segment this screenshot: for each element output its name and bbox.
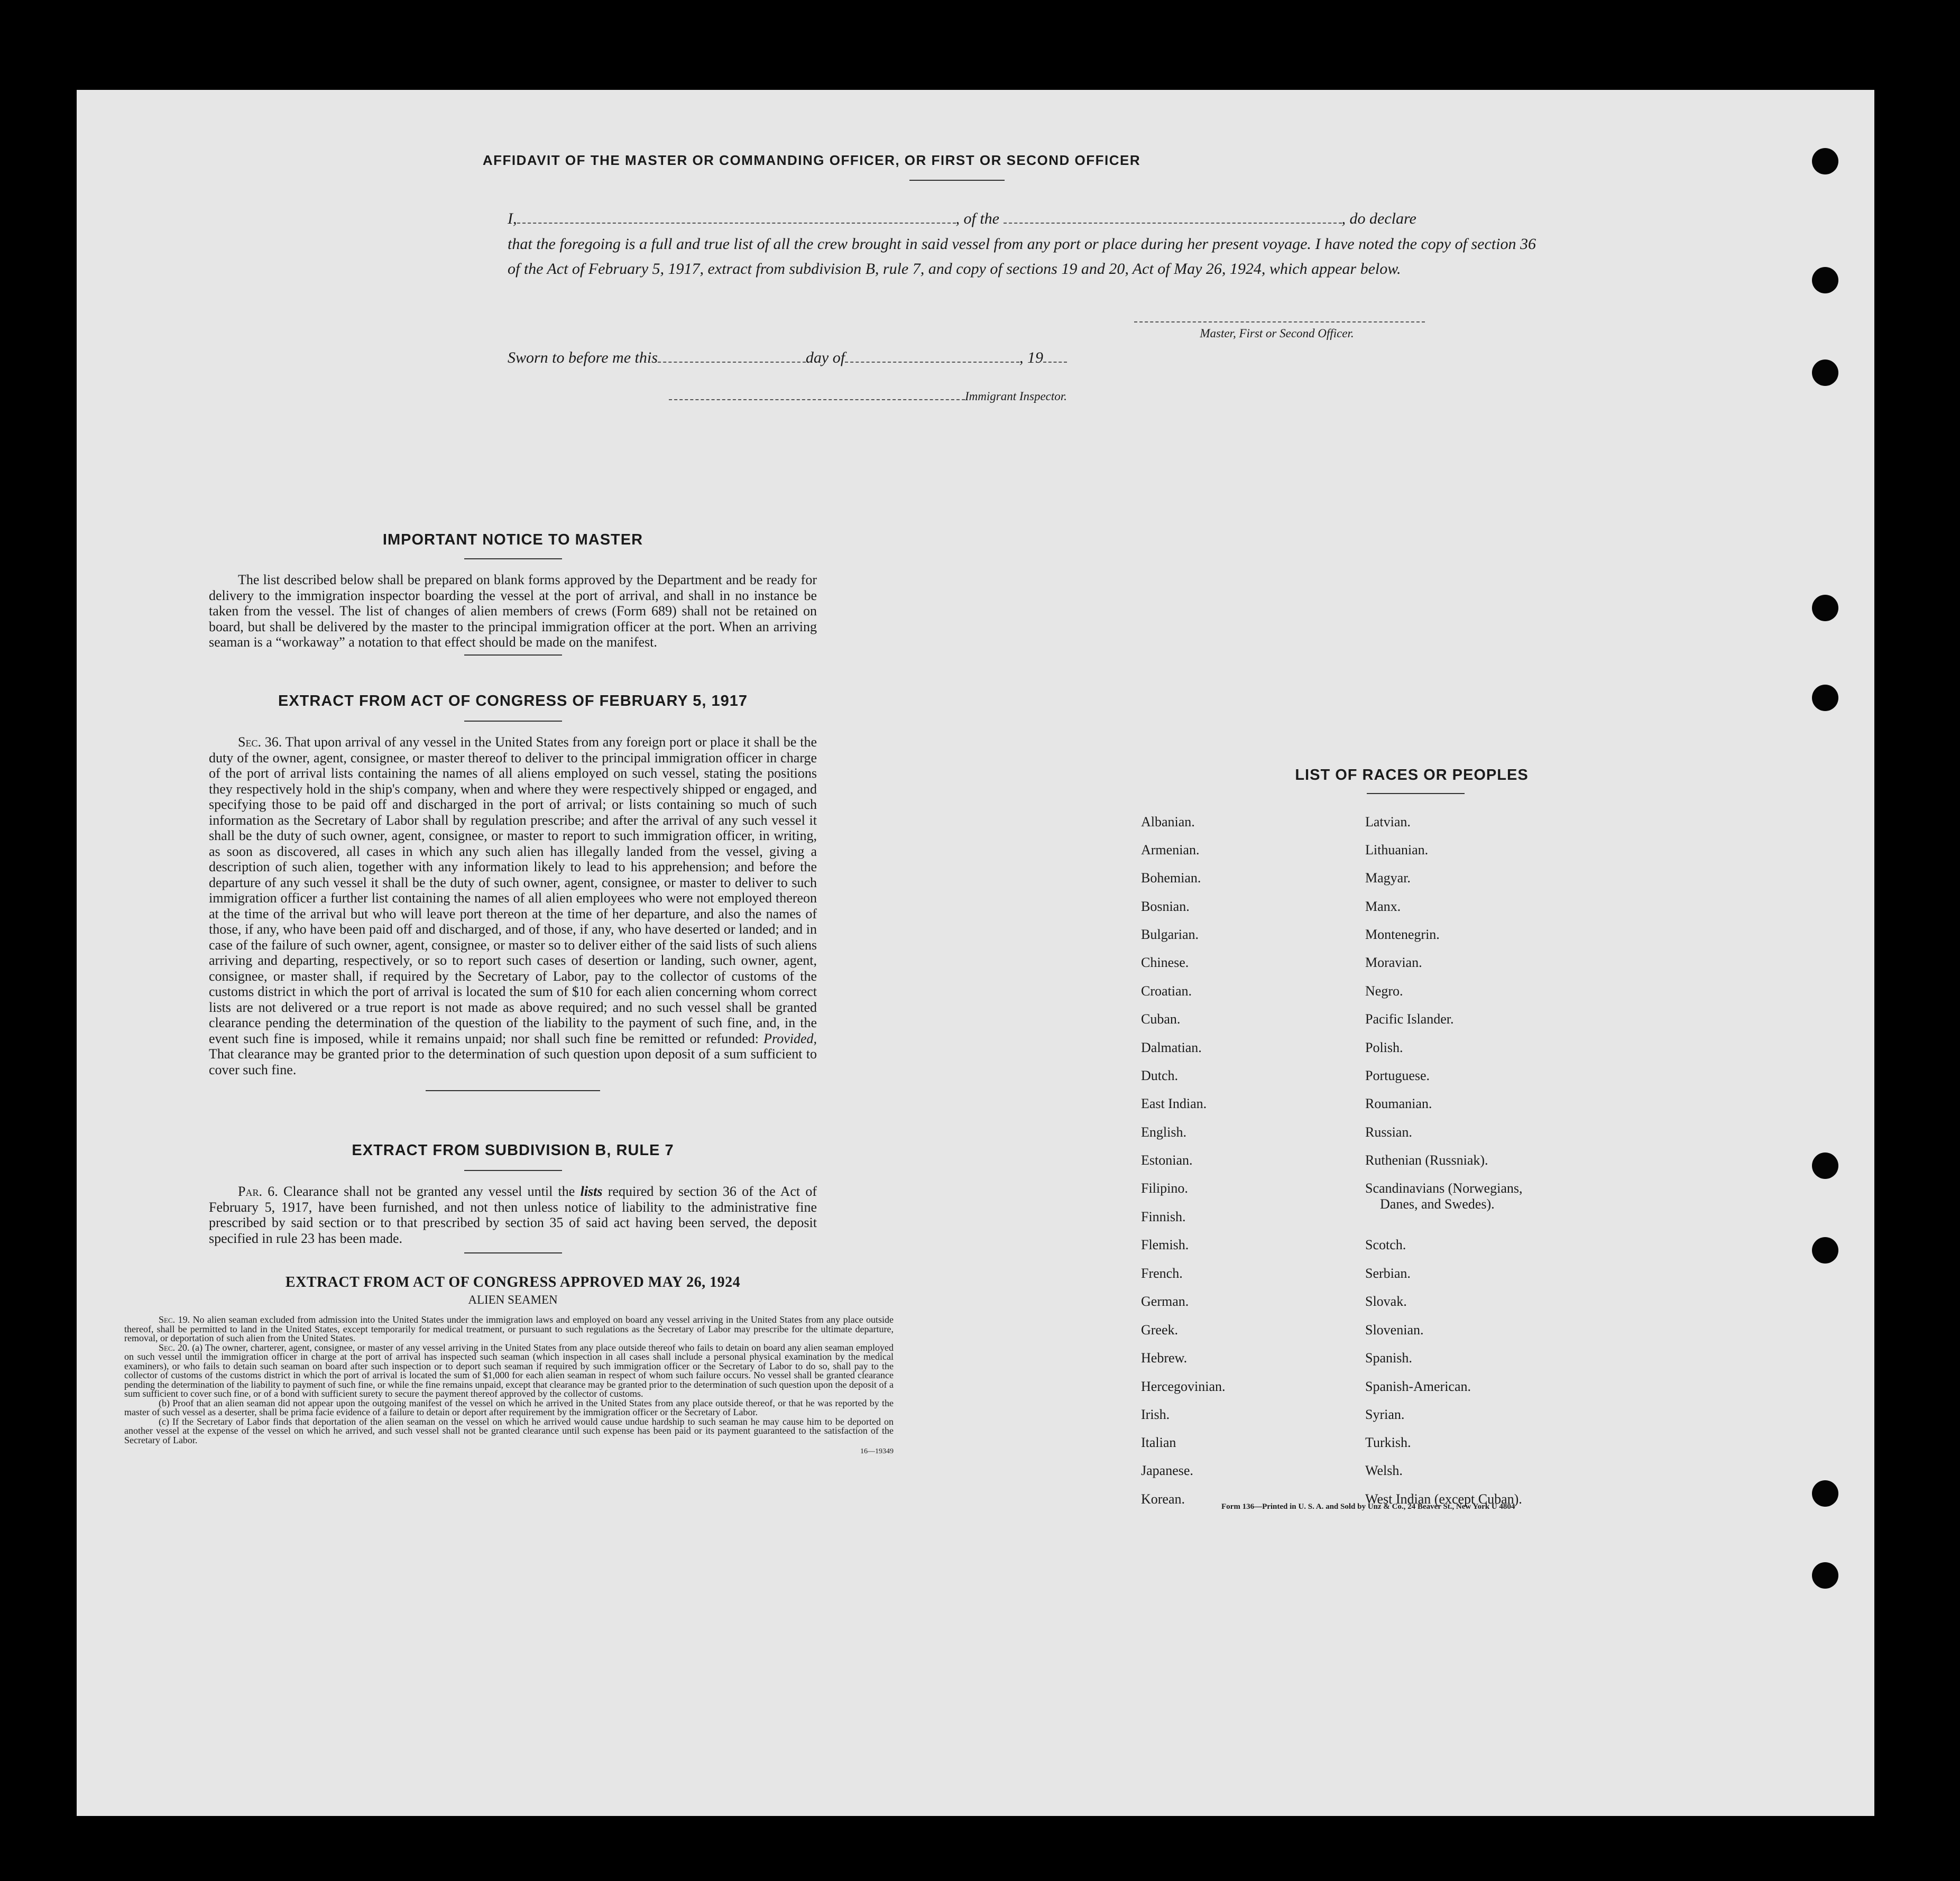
signature-label: Master, First or Second Officer.: [1200, 327, 1354, 340]
divider: [464, 1170, 562, 1171]
race-left-item: Hercegovinian.: [1141, 1379, 1226, 1394]
section-label: Sec. 36.: [238, 734, 282, 750]
section-36-end: That clearance may be granted prior to the determination of such question upon deposit of a sum sufficient to cover such fine.: [209, 1046, 817, 1077]
race-left-item: English.: [1141, 1124, 1186, 1140]
race-left-item: Dalmatian.: [1141, 1040, 1202, 1055]
race-left-item: Bulgarian.: [1141, 927, 1199, 942]
race-left-item: Irish.: [1141, 1407, 1170, 1422]
name-blank: [517, 211, 956, 224]
race-left-item: Filipino.: [1141, 1181, 1188, 1196]
document-page: [77, 90, 1874, 1816]
inspector-line: [669, 388, 1067, 403]
alien-seamen-subtitle: ALIEN SEAMEN: [468, 1293, 558, 1306]
inspector-label: Immigrant Inspector.: [965, 390, 1067, 403]
section-20a-text: [124, 1343, 894, 1399]
race-left-item: Bosnian.: [1141, 899, 1190, 914]
affidavit-title: AFFIDAVIT OF THE MASTER OR COMMANDING OFFICER, OR FIRST OR SECOND OFFICER: [482, 152, 1141, 168]
divider: [464, 558, 562, 559]
race-right-item: Negro.: [1365, 983, 1403, 999]
race-right-item: Portuguese.: [1365, 1068, 1430, 1083]
race-right-item: Manx.: [1365, 899, 1401, 914]
notice-text: The list described below shall be prepared on blank forms approved by the Department and be ready for delivery to the immigration inspector boarding the vessel at the port of arrival, and shall in no instance be taken from the vessel. The list of changes of alien members of crews (Form 689) shall not be retained on board, but shall be delivered by the master to the principal immigration officer at the port. When an arriving seaman is a “workaway” a notation to that effect should be made on the manifest.: [209, 572, 817, 650]
race-left-item: Armenian.: [1141, 842, 1200, 857]
lists-word: lists: [580, 1184, 603, 1199]
section-20a-body: (a) The owner, charterer, agent, consignee, or master of any vessel arriving in the United States from any place outside thereof who fails to detain on board any alien seaman employed on such vessel until the immigration officer in charge at the port of arrival has inspected such seaman (which inspection in all cases shall include a personal physical examination by the medical examiners), or who fails to detain such seaman on board after such inspection or to deport such seaman if required by such immigration officer or the Secretary of Labor to do so, shall pay to the collector of customs of the customs district in which the port of arrival is located the sum of $1,000 for each alien seaman in respect of whom such failure occurs. No vessel shall be granted clearance pending the determination of the liability to payment of such fine, or while the fine remains unpaid, except that clearance may be granted prior to the determination of such question upon the deposit of a sum sufficient to cover such fine, or of a bond with sufficient surety to secure the payment thereof approved by the collector of customs.: [124, 1342, 894, 1399]
race-left-item: Hebrew.: [1141, 1350, 1188, 1366]
race-right-item: Turkish.: [1365, 1435, 1411, 1450]
race-left-item: Finnish.: [1141, 1209, 1186, 1224]
section-20c-text: (c) If the Secretary of Labor finds that deportation of the alien seaman on the vessel on which he arrived would cause undue hardship to such seaman he may cause him to be deported on another vessel at the expense of the vessel on which he arrived, and such vessel shall not be granted clearance until such expense has been paid or its payment guaranteed to the satisfaction of the Secretary of Labor.: [124, 1416, 894, 1445]
extract-rule7-section: [209, 1142, 817, 1253]
inspector-blank: [669, 388, 965, 400]
binder-hole: [1812, 685, 1838, 711]
extract-1917-section: [209, 693, 817, 1091]
form-footer: Form 136—Printed in U. S. A. and Sold by Unz & Co., 24 Beaver St., New York U 4804: [1221, 1502, 1515, 1511]
race-right-item: Moravian.: [1365, 955, 1422, 970]
divider: [1367, 793, 1465, 794]
divider: [426, 1090, 600, 1091]
section-19-body: No alien seaman excluded from admission into the United States under the immigration laws and employed on board any vessel arriving in the United States from any place outside thereof, shall be permitted to land in the United States, except temporarily for medical treatment, or pursuant to such regulations as the Secretary of Labor may prescribe for the ultimate departure, removal, or deportation of such alien from the United States.: [124, 1314, 894, 1343]
binder-hole: [1812, 1480, 1838, 1507]
race-left-item: Dutch.: [1141, 1068, 1179, 1083]
binder-hole: [1812, 595, 1838, 621]
sworn-prefix: Sworn to before me this: [508, 349, 658, 366]
extract-1924-title: EXTRACT FROM ACT OF CONGRESS APPROVED MAY 26, 1924: [285, 1274, 741, 1290]
race-right-item: Latvian.: [1365, 814, 1411, 829]
section-19-text: [124, 1315, 894, 1343]
vessel-blank: [1004, 211, 1342, 224]
paragraph-6-start: Clearance shall not be granted any vessel until the: [283, 1184, 575, 1199]
race-right-item: Magyar.: [1365, 870, 1411, 886]
races-title: LIST OF RACES OR PEOPLES: [1295, 767, 1529, 783]
race-right-item: Russian.: [1365, 1124, 1412, 1140]
section-20b-text: (b) Proof that an alien seaman did not appear upon the outgoing manifest of the vessel on which he arrived in the United States from any place outside thereof, or that he was reported by the master of such vessel as a deserter, shall be prima facie evidence of a failure to detain or deport after requirement by the immigration officer or the Secretary of Labor.: [124, 1397, 894, 1417]
print-code: 16—19349: [860, 1447, 894, 1455]
race-right-item: Lithuanian.: [1365, 842, 1429, 857]
race-right-item: Spanish.: [1365, 1350, 1412, 1366]
signature-line: [1134, 321, 1425, 322]
race-right-item: Slovak.: [1365, 1294, 1407, 1309]
paragraph-label: Par. 6.: [238, 1184, 278, 1199]
race-left-item: German.: [1141, 1294, 1189, 1309]
race-left-item: Albanian.: [1141, 814, 1195, 829]
sworn-year: , 19: [1019, 349, 1044, 366]
race-right-item: Ruthenian (Russniak).: [1365, 1152, 1488, 1168]
sworn-line: [508, 349, 1067, 367]
binder-hole: [1812, 148, 1838, 174]
year-blank: [1043, 350, 1067, 363]
declaration-of-the: , of the: [955, 210, 999, 227]
divider: [464, 721, 562, 722]
provided-word: Provided,: [763, 1030, 817, 1046]
race-right-item: Slovenian.: [1365, 1322, 1424, 1338]
declaration-body: that the foregoing is a full and true list of all the crew brought in said vessel from any port or place during her present voyage. I have noted the copy of section 36 of the Act of February 5, 1917, extract from subdivision B, rule 7, and copy of sections 19 and 20, Act of May 26, 1924, which appear below.: [508, 235, 1536, 278]
extract-1924-section: [209, 1274, 817, 1307]
binder-hole: [1812, 267, 1838, 293]
race-right-item: West Indian (except Cuban).: [1365, 1491, 1522, 1507]
divider: [464, 1252, 562, 1253]
race-right-item: Spanish-American.: [1365, 1379, 1471, 1394]
race-right-item: Roumanian.: [1365, 1096, 1432, 1111]
extract-1917-title: EXTRACT FROM ACT OF CONGRESS OF FEBRUARY 5, 1917: [278, 693, 748, 709]
race-left-item: Greek.: [1141, 1322, 1179, 1338]
race-left-item: Italian: [1141, 1435, 1176, 1450]
race-right-item: Serbian.: [1365, 1266, 1411, 1281]
declaration-do-declare: , do declare: [1341, 210, 1416, 227]
divider: [909, 180, 1005, 181]
binder-hole: [1812, 359, 1838, 386]
race-left-item: Cuban.: [1141, 1011, 1181, 1027]
race-left-item: Chinese.: [1141, 955, 1189, 970]
race-right-item: Scotch.: [1365, 1237, 1406, 1252]
race-right-item: Syrian.: [1365, 1407, 1405, 1422]
section-label: Sec. 20.: [159, 1342, 190, 1353]
race-right-item: Montenegrin.: [1365, 927, 1440, 942]
declaration-line: [508, 206, 1536, 231]
extract-rule7-title: EXTRACT FROM SUBDIVISION B, RULE 7: [352, 1142, 674, 1159]
race-left-item: East Indian.: [1141, 1096, 1207, 1111]
sworn-day-of: day of: [805, 349, 845, 366]
race-right-item: Polish.: [1365, 1040, 1403, 1055]
section-36-body: That upon arrival of any vessel in the United States from any foreign port or place it shall be the duty of the owner, agent, consignee, or master thereof to deliver to the principal immigration officer in charge of the port of arrival lists containing the names of all aliens employed on such vessel, stating the positions they respectively hold in the ship's company, when and where they were respectively shipped or engaged, and specifying those to be paid off and discharged in the port of arrival; or lists containing so much of such information as the Secretary of Labor shall by regulation prescribe; and after the arrival of any such vessel it shall be the duty of such owner, agent, consignee, or master to report to such immigration officer, in writing, as soon as discovered, all cases in which any such alien has illegally landed from the vessel, giving a description of such alien, together with any information likely to lead to his apprehension; and before the departure of any such vessel it shall be the duty of such owner, agent, consignee, or master to deliver to such immigration officer a further list containing the names of all alien employees who were not employed thereon at the time of the arrival but who will leave port thereon at the time of her departure, and also the names of those, if any, who have been paid off and discharged, and of those, if any, who have deserted or landed; and in case of the failure of such owner, agent, consignee, or master so to deliver either of the said lists of such aliens arriving and departing, respectively, or so to report such cases of desertion or landing, such owner, agent, consignee, or master shall, if required by the Secretary of Labor, pay to the collector of customs of the customs district in which the port of arrival is located the sum of $10 for each alien concerning whom correct lists are not delivered or a true report is not made as above required; and no such vessel shall be granted clearance pending the determination of the question of the liability to the payment of such fine, and, in the event such fine is imposed, while it remains unpaid; nor shall such fine be remitted or refunded:: [209, 734, 817, 1046]
paragraph-6-text: [209, 1184, 817, 1246]
section-36-text: [209, 734, 817, 1077]
binder-hole: [1812, 1237, 1838, 1264]
month-blank: [845, 350, 1019, 363]
binder-hole: [1812, 1152, 1838, 1179]
day-blank: [658, 350, 806, 363]
race-left-item: Croatian.: [1141, 983, 1192, 999]
section-label: Sec. 19.: [159, 1314, 190, 1325]
binder-hole: [1812, 1562, 1838, 1589]
race-left-item: Bohemian.: [1141, 870, 1201, 886]
race-left-item: Estonian.: [1141, 1152, 1193, 1168]
race-left-item: French.: [1141, 1266, 1183, 1281]
declaration-i: I,: [508, 210, 517, 227]
race-right-item: Welsh.: [1365, 1463, 1403, 1478]
divider: [464, 654, 562, 656]
paragraph-6-end: required by section 36 of the Act of February 5, 1917, have been furnished, and not then unless notice of liability to the administrative fine prescribed by said section or to that prescribed by section 35 of said act having been served, the deposit specified in rule 23 has been made.: [209, 1184, 817, 1246]
race-left-item: Flemish.: [1141, 1237, 1189, 1252]
race-right-item: Scandinavians (Norwegians,: [1365, 1181, 1523, 1196]
race-left-item: Japanese.: [1141, 1463, 1193, 1478]
notice-title: IMPORTANT NOTICE TO MASTER: [382, 531, 643, 548]
race-right-item: Pacific Islander.: [1365, 1011, 1454, 1027]
extract-1924-text: [124, 1315, 894, 1456]
notice-section: [209, 531, 817, 656]
race-right-item: Danes, and Swedes).: [1380, 1196, 1495, 1212]
race-left-item: Korean.: [1141, 1491, 1185, 1507]
